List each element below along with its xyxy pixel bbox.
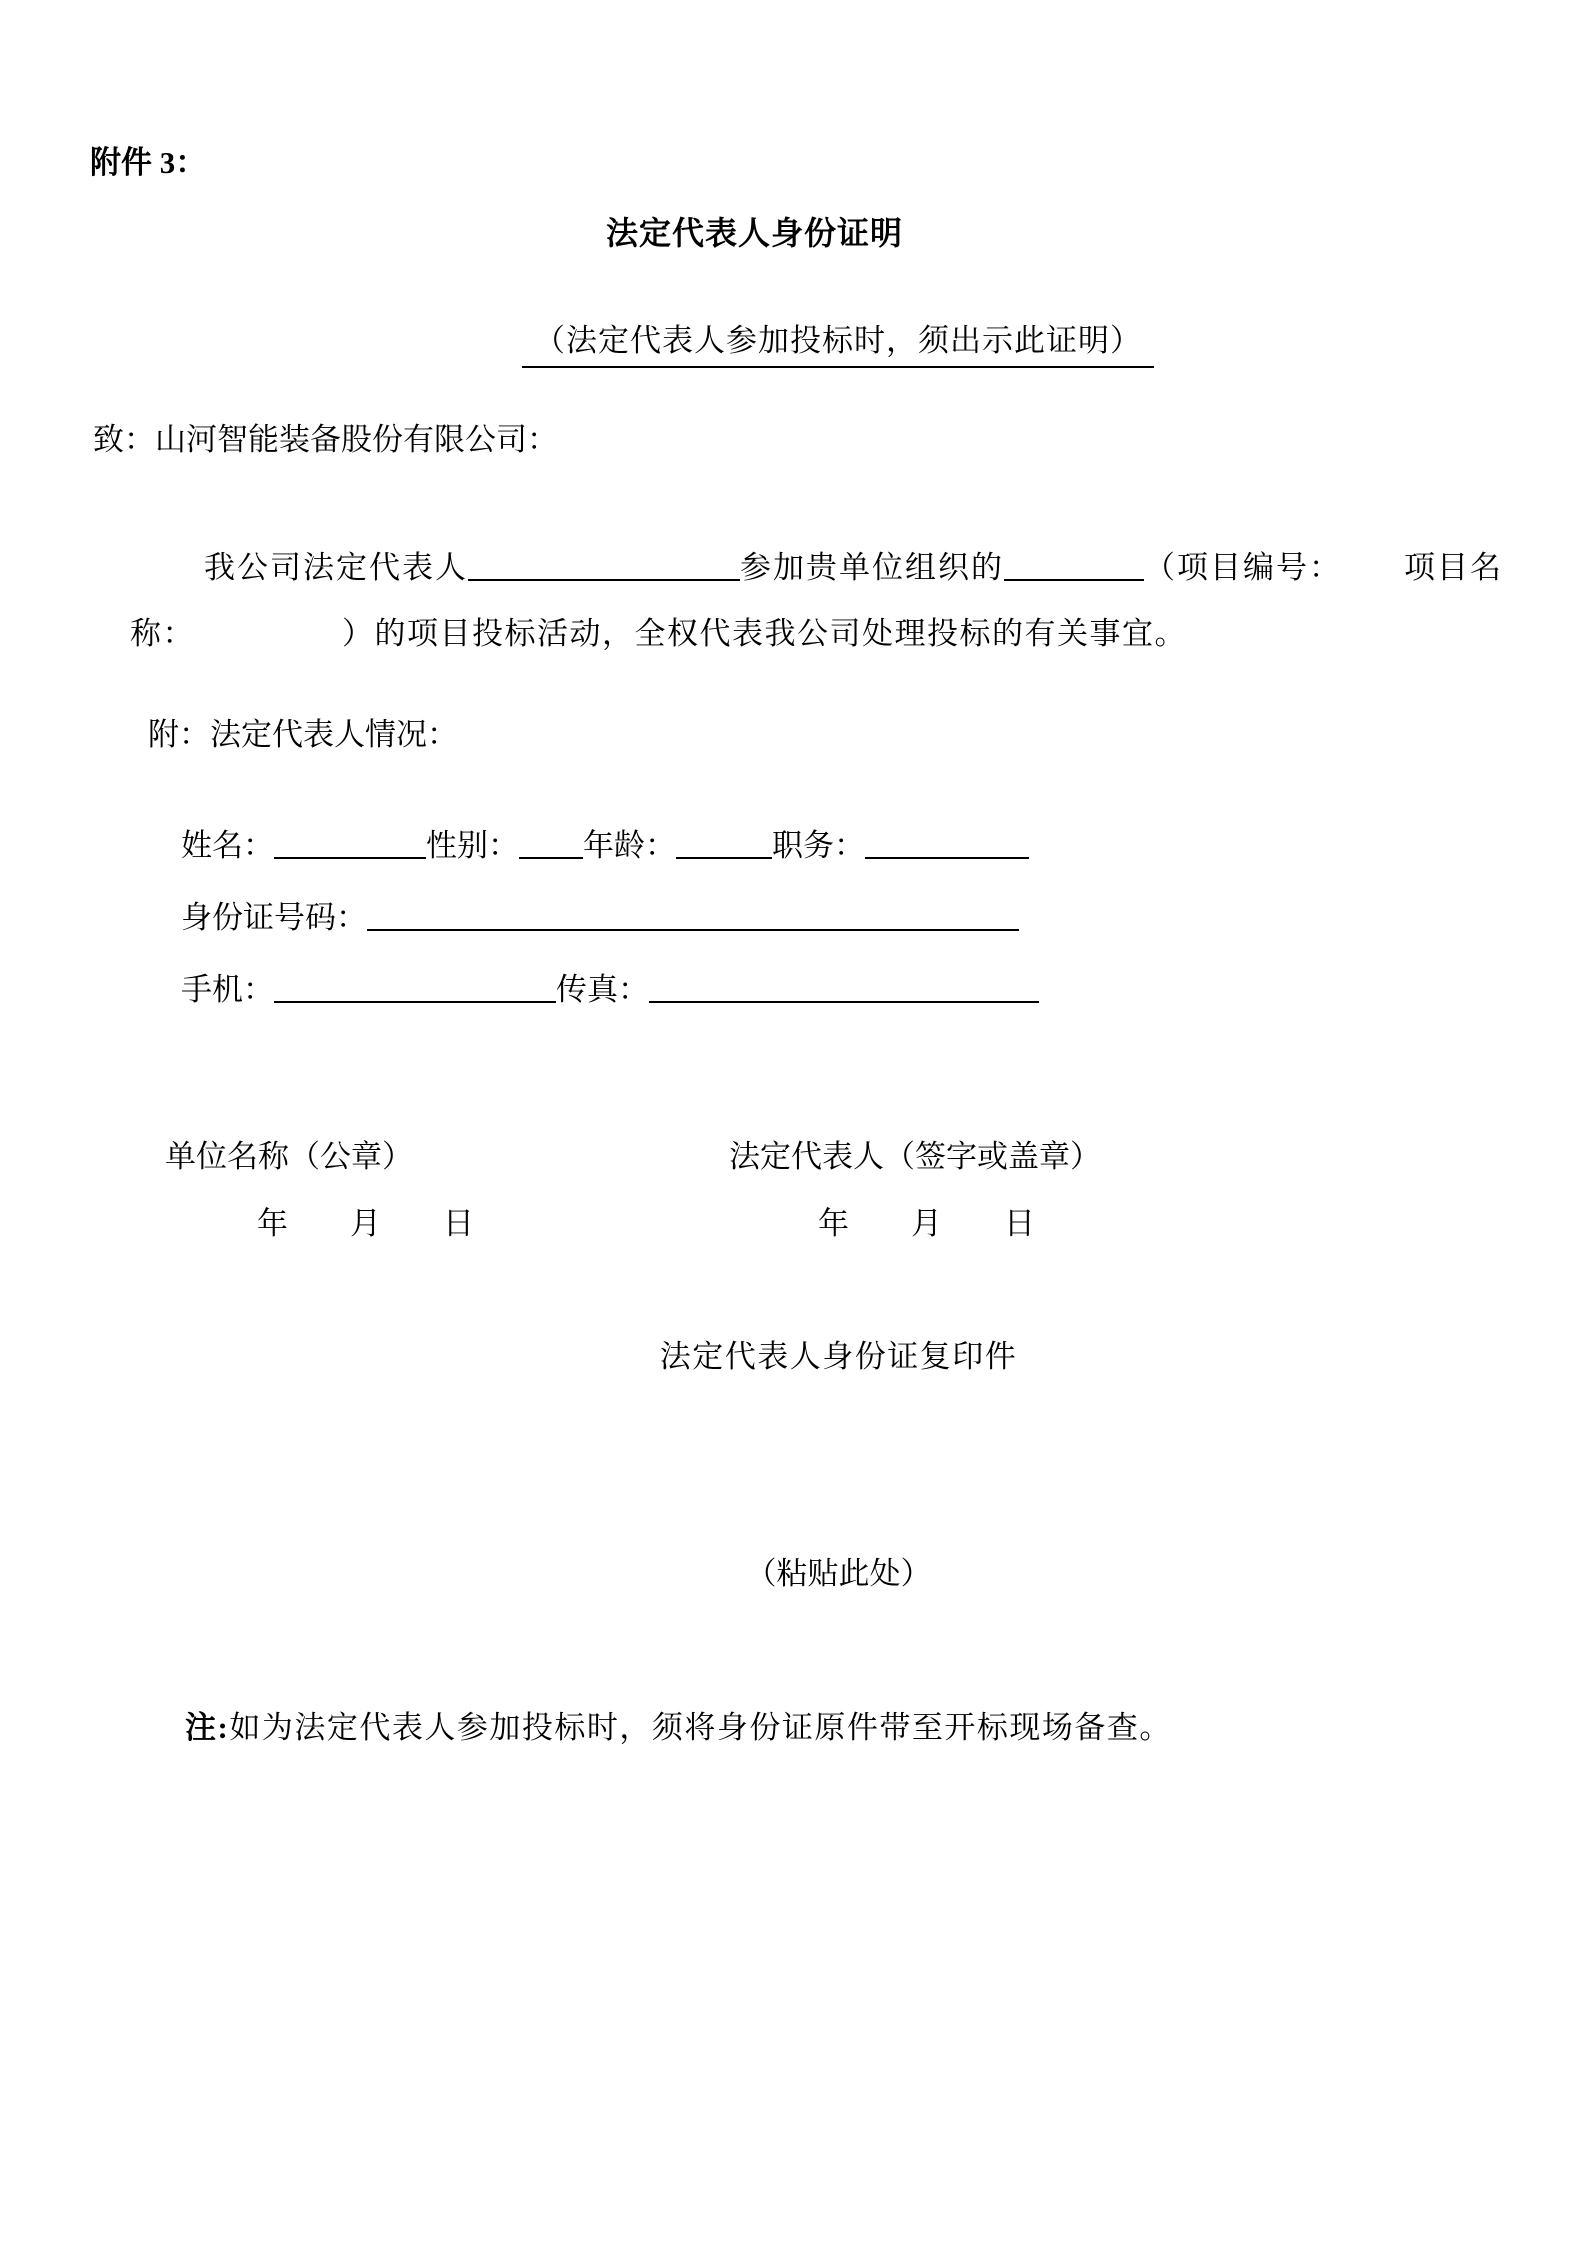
rep-info-heading: 附：法定代表人情况： xyxy=(148,717,458,752)
blank-age-field xyxy=(676,854,772,859)
paragraph-lead-text: 我公司法定代表人 xyxy=(204,549,468,585)
project-name-continued-label: 称： xyxy=(130,615,195,651)
position-label: 职务： xyxy=(772,827,865,863)
id-number-label: 身份证号码： xyxy=(181,899,367,935)
document-title: 法定代表人身份证明 xyxy=(605,215,903,251)
body-paragraph-line2 xyxy=(93,576,1187,692)
blank-position-field xyxy=(865,854,1029,859)
project-number-label: （项目编号： xyxy=(1144,549,1342,585)
id-copy-title: 法定代表人身份证复印件 xyxy=(659,1339,1018,1374)
paragraph-tail-text: ）的项目投标活动，全权代表我公司处理投标的有关事宜。 xyxy=(342,615,1187,651)
age-label: 年龄： xyxy=(583,827,676,863)
fax-label: 传真： xyxy=(556,971,649,1007)
blank-mobile-field xyxy=(274,998,556,1003)
blank-fax-field xyxy=(649,998,1039,1003)
blank-name-field xyxy=(274,854,426,859)
date-line-left: 年 月 日 xyxy=(257,1206,474,1241)
addressee-line: 致：山河智能装备股份有限公司： xyxy=(93,422,558,457)
note-text: 如为法定代表人参加投标时，须将身份证原件带至开标现场备查。 xyxy=(229,1709,1172,1745)
project-name-label-part: 项目名 xyxy=(1404,549,1503,585)
blank-gender-field xyxy=(519,854,583,859)
document-subtitle-row xyxy=(0,283,1587,406)
date-line-right: 年 月 日 xyxy=(818,1206,1035,1241)
rep-signature-label: 法定代表人（签字或盖章） xyxy=(729,1139,1101,1174)
mobile-label: 手机： xyxy=(181,971,274,1007)
company-seal-label: 单位名称（公章） xyxy=(165,1139,413,1174)
document-subtitle: （法定代表人参加投标时，须出示此证明） xyxy=(522,322,1154,368)
attachment-label: 附件 3： xyxy=(90,145,207,180)
name-label: 姓名： xyxy=(181,827,274,863)
gender-label: 性别： xyxy=(426,827,519,863)
rep-info-row-contact xyxy=(150,932,1039,1048)
paragraph-mid-text: 参加贵单位组织的 xyxy=(740,549,1004,585)
note-label: 注: xyxy=(185,1709,230,1745)
paste-here-placeholder: （粘贴此处） xyxy=(745,1556,932,1591)
note-line xyxy=(148,1670,1172,1786)
blank-id-number-field xyxy=(367,926,1019,931)
